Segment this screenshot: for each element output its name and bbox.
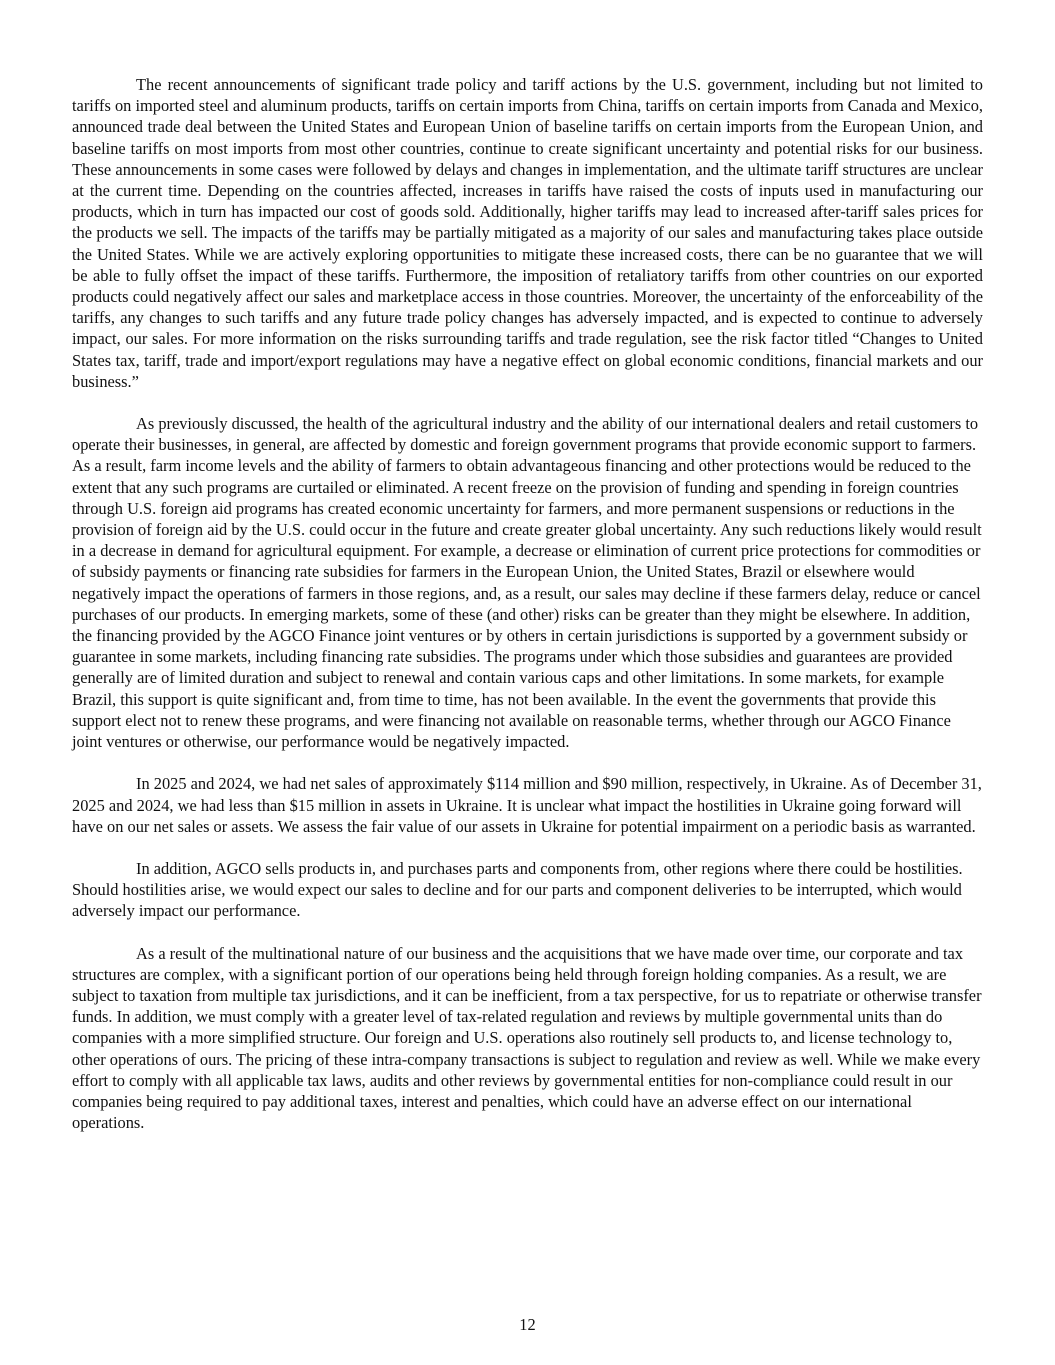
page-number: 12	[519, 1315, 536, 1334]
paragraph-tariff-risks: The recent announcements of significant trade policy and tariff actions by the U.S. government, including but not limited to tariffs on imported steel and aluminum products, tariffs on certain imports from China, tariffs on certain imports from Canada and Mexico, announced trade deal between the United States and European Union of baseline tariffs on certain imports from the European Union, and baseline tariffs on most imports from most other countries, continue to create significant uncertainty and potential risks for our business. These announcements in some cases were followed by delays and changes in implementation, and the ultimate tariff structures are unclear at the current time. Depending on the countries affected, increases in tariffs have raised the costs of inputs used in manufacturing our products, which in turn has impacted our cost of goods sold. Additionally, higher tariffs may lead to increased after-tariff sales prices for the products we sell. The impacts of the tariffs may be partially mitigated as a majority of our sales and manufacturing takes place outside the United States. While we are actively exploring opportunities to mitigate these increased costs, there can be no guarantee that we will be able to fully offset the impact of these tariffs. Furthermore, the imposition of retaliatory tariffs from other countries on our exported products could negatively affect our sales and marketplace access in those countries. Moreover, the uncertainty of the enforceability of the tariffs, any changes to such tariffs and any future trade policy changes has adversely impacted, and is expected to continue to adversely impact, our sales. For more information on the risks surrounding tariffs and trade regulation, see the risk factor titled “Changes to United States tax, tariff, trade and import/export regulations may have a negative effect on global economic conditions, financial markets and our business.”	[72, 75, 983, 391]
paragraph-hostilities: In addition, AGCO sells products in, and purchases parts and components from, other regions where there could be hostilities. Should hostilities arise, we would expect our sales to decline and for our parts and component deliveries to be interrupted, which would adversely impact our performance.	[72, 858, 963, 921]
document-page	[72, 74, 983, 1133]
paragraph-government-programs: As previously discussed, the health of the agricultural industry and the ability of our international dealers and retail customers to operate their businesses, in general, are affected by domestic and foreign government programs that provide economic support to farmers. As a result, farm income levels and the ability of farmers to obtain advantageous financing and other protections would be reduced to the extent that any such programs are curtailed or eliminated. A recent freeze on the provision of funding and spending in foreign countries through U.S. foreign aid programs has created economic uncertainty for farmers, and more permanent suspensions or reductions in the provision of foreign aid by the U.S. could occur in the future and create greater global uncertainty. Any such reductions likely would result in a decrease in demand for agricultural equipment. For example, a decrease or elimination of current price protections for commodities or of subsidy payments or financing rate subsidies for farmers in the European Union, the United States, Brazil or elsewhere would negatively impact the operations of farmers in those regions, and, as a result, our sales may decline if these farmers delay, reduce or cancel purchases of our products. In emerging markets, some of these (and other) risks can be greater than they might be elsewhere. In addition, the financing provided by the AGCO Finance joint ventures or by others in certain jurisdictions is supported by a government subsidy or guarantee in some markets, including financing rate subsidies. The programs under which those subsidies and guarantees are provided generally are of limited duration and subject to renewal and contain various caps and other limitations. In some markets, for example Brazil, this support is quite significant and, from time to time, has not been available. In the event the governments that provide this support elect not to renew these programs, and were financing not available on reasonable terms, whether through our AGCO Finance joint ventures or otherwise, our performance would be negatively impacted.	[72, 414, 982, 752]
paragraph-tax-structure: As a result of the multinational nature of our business and the acquisitions that we have made over time, our corporate and tax structures are complex, with a significant portion of our operations being held through foreign holding companies. As a result, we are subject to taxation from multiple tax jurisdictions, and it can be inefficient, from a tax perspective, for us to repatriate or otherwise transfer funds. In addition, we must comply with a greater level of tax-related regulation and reviews by multiple governmental units than do companies with a more simplified structure. Our foreign and U.S. operations also routinely sell products to, and license technology to, other operations of ours. The pricing of these intra-company transactions is subject to regulation and review as well. While we make every effort to comply with all applicable tax laws, audits and other reviews by governmental entities for non-compliance could result in our companies being required to pay additional taxes, interest and penalties, which could have an adverse effect on our international operations.	[72, 943, 982, 1133]
paragraph-ukraine-sales: In 2025 and 2024, we had net sales of approximately $114 million and $90 million, respectively, in Ukraine. As of December 31, 2025 and 2024, we had less than $15 million in assets in Ukraine. It is unclear what impact the hostilities in Ukraine going forward will have on our net sales or assets. We assess the fair value of our assets in Ukraine for potential impairment on a periodic basis as warranted.	[72, 774, 982, 836]
